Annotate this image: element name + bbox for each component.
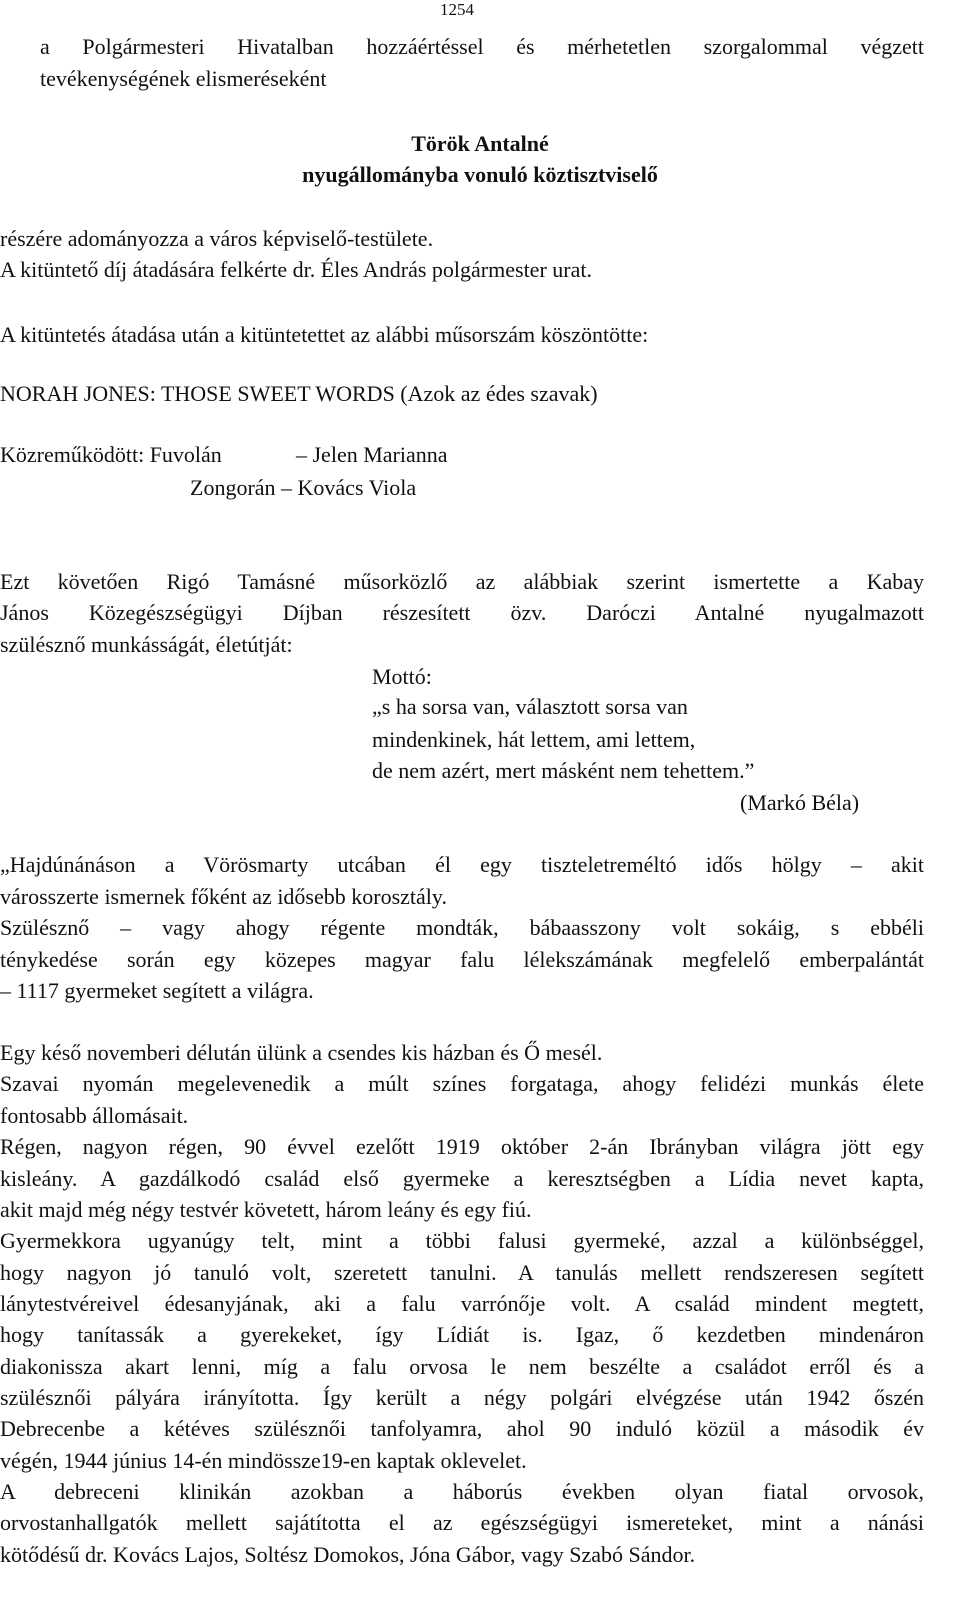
text-line: lánytestvéreivel édesanyjának, aki a falu varrónője volt. A család mindent megtett, xyxy=(0,1291,924,1316)
text-line: szülésznő munkásságát, életútját: xyxy=(0,632,293,657)
text-line: Régen, nagyon régen, 90 évvel ezelőtt 1919 október 2-án Ibrányban világra jött egy xyxy=(0,1134,924,1159)
text-line: „Hajdúnánáson a Vörösmarty utcában él egy tiszteletreméltó idős hölgy – akit xyxy=(0,852,924,877)
text-line: akit majd még négy testvér követett, három leány és egy fiú. xyxy=(0,1197,532,1222)
text-line: ténykedése során egy közepes magyar falu lélekszámának megfelelő emberpalántát xyxy=(0,947,924,972)
motto-author: (Markó Béla) xyxy=(740,790,860,815)
text-line: városszerte ismernek főként az idősebb korosztály. xyxy=(0,884,447,909)
text-line: fontosabb állomásait. xyxy=(0,1103,189,1128)
motto-line: „s ha sorsa van, választott sorsa van xyxy=(372,694,688,719)
performer-flute: – Jelen Marianna xyxy=(296,442,448,467)
motto-line: mindenkinek, hát lettem, ami lettem, xyxy=(372,727,696,752)
text-line: – 1117 gyermeket segített a világra. xyxy=(0,978,314,1003)
text-line: a Polgármesteri Hivatalban hozzáértéssel és mérhetetlen szorgalommal végzett xyxy=(40,34,924,59)
motto-label: Mottó: xyxy=(372,664,432,689)
text-line: végén, 1944 június 14-én mindössze19-en kaptak oklevelet. xyxy=(0,1448,527,1473)
text-line: János Közegészségügyi Díjban részesített özv. Daróczi Antalné nyugalmazott xyxy=(0,600,924,625)
text-line: tevékenységének elismeréseként xyxy=(40,66,327,91)
text-line: hogy nagyon jó tanuló volt, szeretett tanulni. A tanulás mellett rendszeresen segített xyxy=(0,1260,924,1285)
page-number: 1254 xyxy=(440,0,474,19)
text-line: kötődésű dr. Kovács Lajos, Soltész Domokos, Jóna Gábor, vagy Szabó Sándor. xyxy=(0,1542,696,1567)
text-line: Ezt követően Rigó Tamásné műsorközlő az alábbiak szerint ismertette a Kabay xyxy=(0,569,924,594)
performers-label: Közreműködött: Fuvolán xyxy=(0,442,222,467)
text-line: Egy késő novemberi délután ülünk a csendes kis házban és Ő mesél. xyxy=(0,1040,603,1065)
text-line: kisleány. A gazdálkodó család első gyermeke a keresztségben a Lídia nevet kapta, xyxy=(0,1166,924,1191)
motto-line: de nem azért, mert másként nem tehettem.” xyxy=(372,758,755,783)
text-line: Debrecenbe a kétéves szülésznői tanfolyamra, ahol 90 induló közül a második év xyxy=(0,1416,924,1441)
performer-piano: Zongorán – Kovács Viola xyxy=(190,475,417,500)
text-line: A kitüntetés átadása után a kitüntetettet az alábbi műsorszám köszöntötte: xyxy=(0,322,649,347)
awardee-title: nyugállományba vonuló köztisztviselő xyxy=(302,162,658,187)
text-line: A kitüntető díj átadására felkérte dr. Éles András polgármester urat. xyxy=(0,257,592,282)
program-title: NORAH JONES: THOSE SWEET WORDS (Azok az édes szavak) xyxy=(0,381,598,406)
text-line: A debreceni klinikán azokban a háborús években olyan fiatal orvosok, xyxy=(0,1479,924,1504)
text-line: diakonissza akart lenni, míg a falu orvosa le nem beszélte a családot erről és a xyxy=(0,1354,924,1379)
text-line: részére adományozza a város képviselő-testülete. xyxy=(0,226,434,251)
text-line: Szavai nyomán megelevenedik a múlt színes forgataga, ahogy felidézi munkás élete xyxy=(0,1071,924,1096)
awardee-name: Török Antalné xyxy=(411,131,549,156)
text-line: szülésznői pályára irányította. Így került a négy polgári elvégzése után 1942 őszén xyxy=(0,1385,924,1410)
text-line: Szülésznő – vagy ahogy régente mondták, bábaasszony volt sokáig, s ebbéli xyxy=(0,915,924,940)
text-line: hogy tanítassák a gyerekeket, így Lídiát is. Igaz, ő kezdetben mindenáron xyxy=(0,1322,924,1347)
text-line: Gyermekkora ugyanúgy telt, mint a többi falusi gyermeké, azzal a különbséggel, xyxy=(0,1228,924,1253)
text-line: orvostanhallgatók mellett sajátította el az egészségügyi ismereteket, mint a nánási xyxy=(0,1510,924,1535)
